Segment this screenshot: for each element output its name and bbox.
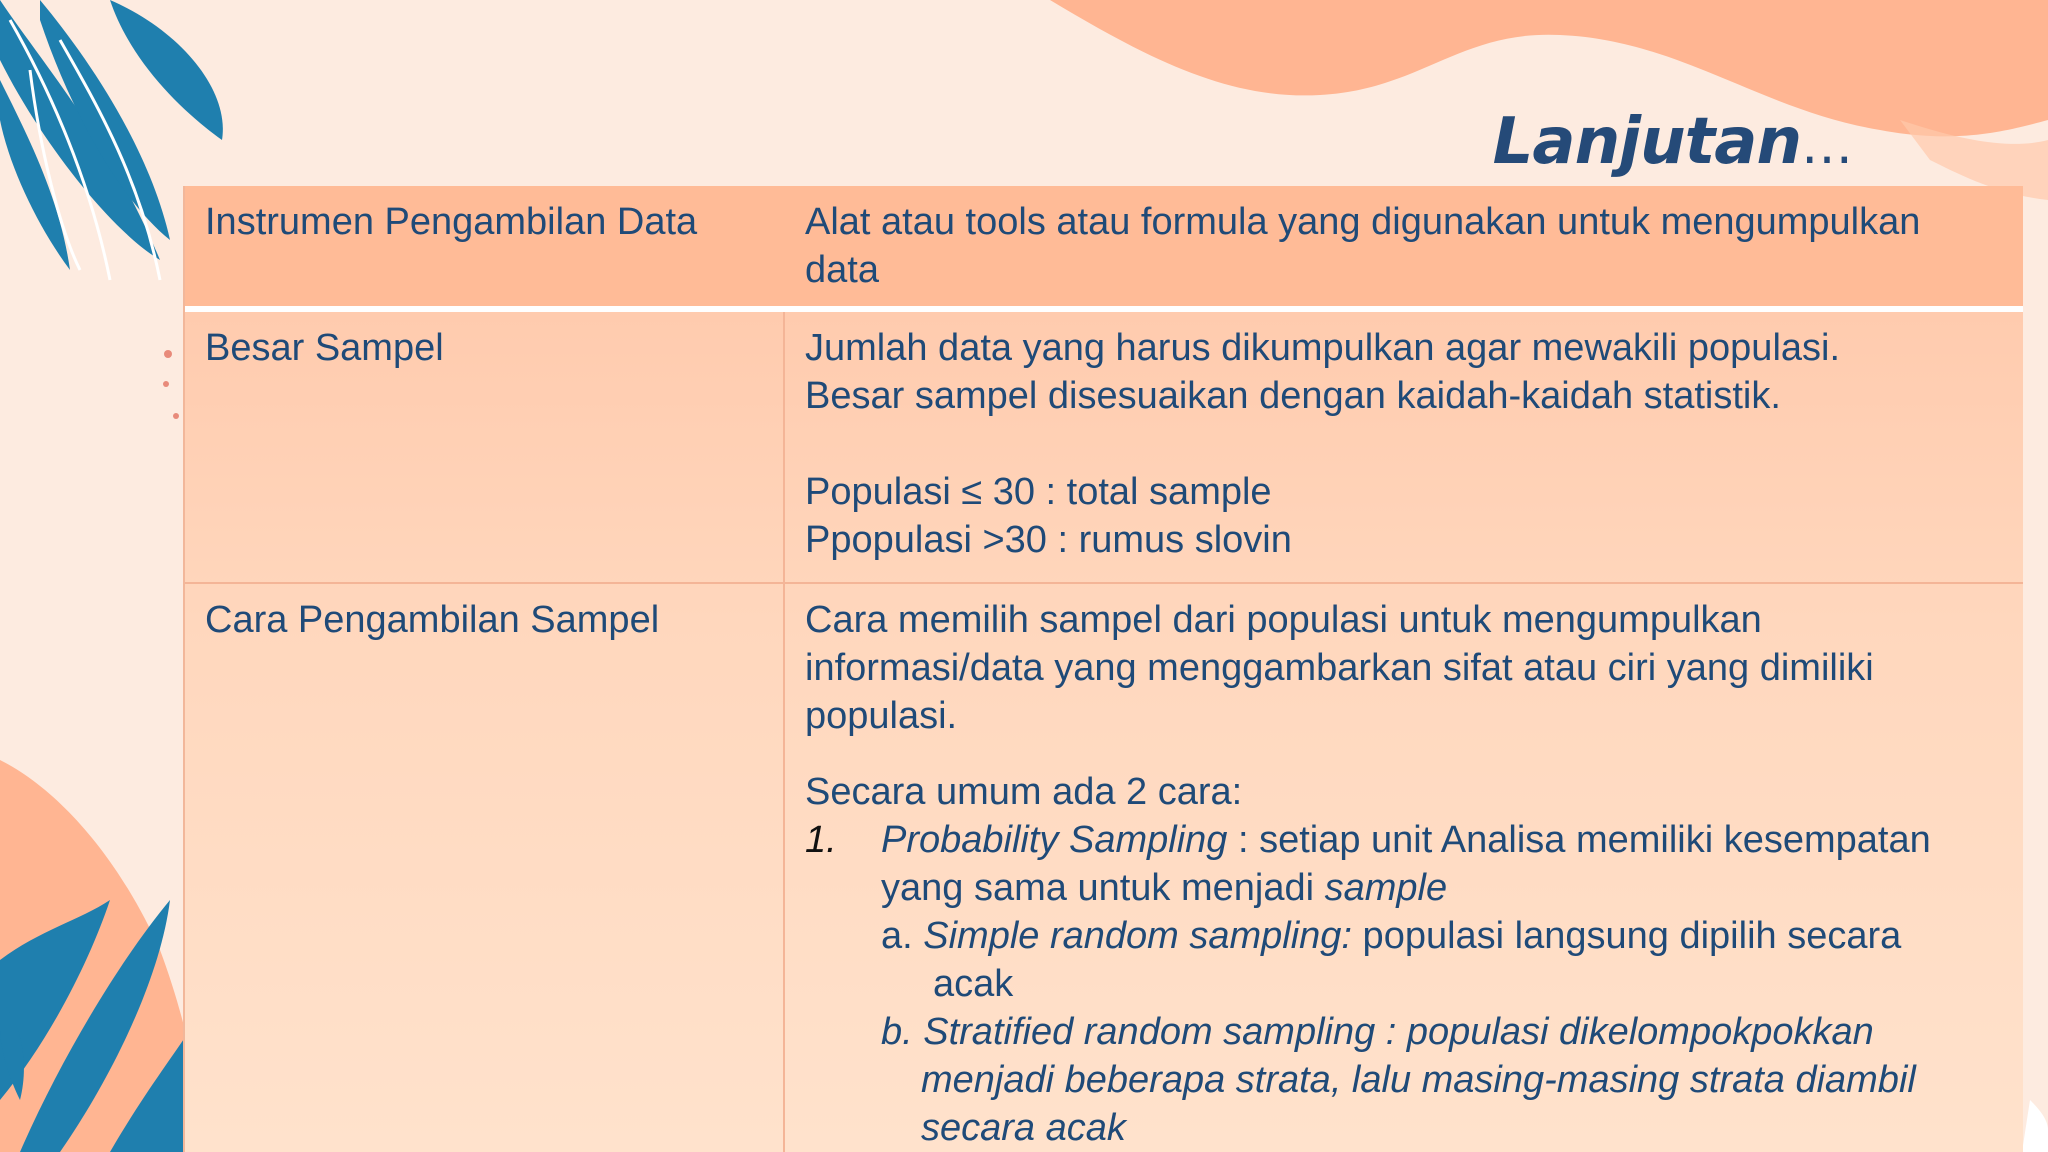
row-text-line: Jumlah data yang harus dikumpulkan agar mewakili populasi. <box>805 327 1841 369</box>
header-left-text: Instrumen Pengambilan Data <box>205 201 698 243</box>
term-simple-random-sampling: Simple random sampling: <box>923 915 1352 957</box>
table-header-row <box>185 186 2023 312</box>
slide-title-text: Lanjutan <box>1492 105 1801 179</box>
list-item-text <box>881 816 1931 864</box>
row-content-cell <box>785 312 2023 582</box>
list-item-desc: yang sama untuk menjadi <box>881 867 1325 909</box>
row-text-line: informasi/data yang menggambarkan sifat atau ciri yang dimiliki <box>805 647 1874 689</box>
list-item <box>805 816 2003 912</box>
list-item-text <box>881 864 1931 912</box>
dot-decoration <box>173 413 179 419</box>
header-right-line: data <box>805 249 879 291</box>
sub-item-continuation: menjadi beberapa strata, lalu masing-masing strata diambil <box>921 1059 1916 1101</box>
row-label: Cara Pengambilan Sampel <box>205 599 660 641</box>
sub-item-text: b. Stratified random sampling : populasi dikelompokpokkan <box>881 1011 1874 1053</box>
row-label-cell <box>185 584 785 1152</box>
right-leaf-shape <box>2022 1100 2048 1152</box>
row-text-line: Besar sampel disesuaikan dengan kaidah-kaidah statistik. <box>805 375 1781 417</box>
sub-item-desc: populasi langsung dipilih secara <box>1352 915 1902 957</box>
row-content-cell <box>785 584 2023 1152</box>
list-number: 1. <box>805 819 837 861</box>
header-cell-left <box>185 186 785 306</box>
dot-decoration <box>163 381 169 387</box>
slide-title <box>1493 105 1852 179</box>
row-text-line: populasi. <box>805 695 958 737</box>
header-right-line: Alat atau tools atau formula yang digunakan untuk mengumpulkan <box>805 201 1921 243</box>
term-sample: sample <box>1324 867 1448 909</box>
sub-item-text <box>881 912 2003 960</box>
row-label: Besar Sampel <box>205 327 444 369</box>
table-row-sampling-method <box>185 584 2023 1152</box>
sub-list-item-b <box>805 1008 2003 1152</box>
row-label-cell <box>185 312 785 582</box>
row-text-line: Populasi ≤ 30 : total sample <box>805 471 1272 513</box>
slide-title-ellipsis: … <box>1801 116 1852 176</box>
header-cell-right <box>785 186 2023 306</box>
sub-list-item-a <box>805 912 2003 1008</box>
row-text-line: Ppopulasi >30 : rumus slovin <box>805 519 1292 561</box>
row-text-line: Secara umum ada 2 cara: <box>805 771 1243 813</box>
sub-item-label: a. <box>881 915 924 957</box>
list-item-desc: : setiap unit Analisa memiliki kesempatan <box>1227 819 1931 861</box>
row-text-line: Cara memilih sampel dari populasi untuk mengumpulkan <box>805 599 1762 641</box>
sub-item-continuation: secara acak <box>921 1107 1126 1149</box>
table-row-sample-size <box>185 312 2023 584</box>
dot-decoration <box>164 350 172 358</box>
term-probability-sampling: Probability Sampling <box>881 819 1228 861</box>
sub-item-continuation: acak <box>933 963 1014 1005</box>
content-table <box>183 186 2023 1152</box>
